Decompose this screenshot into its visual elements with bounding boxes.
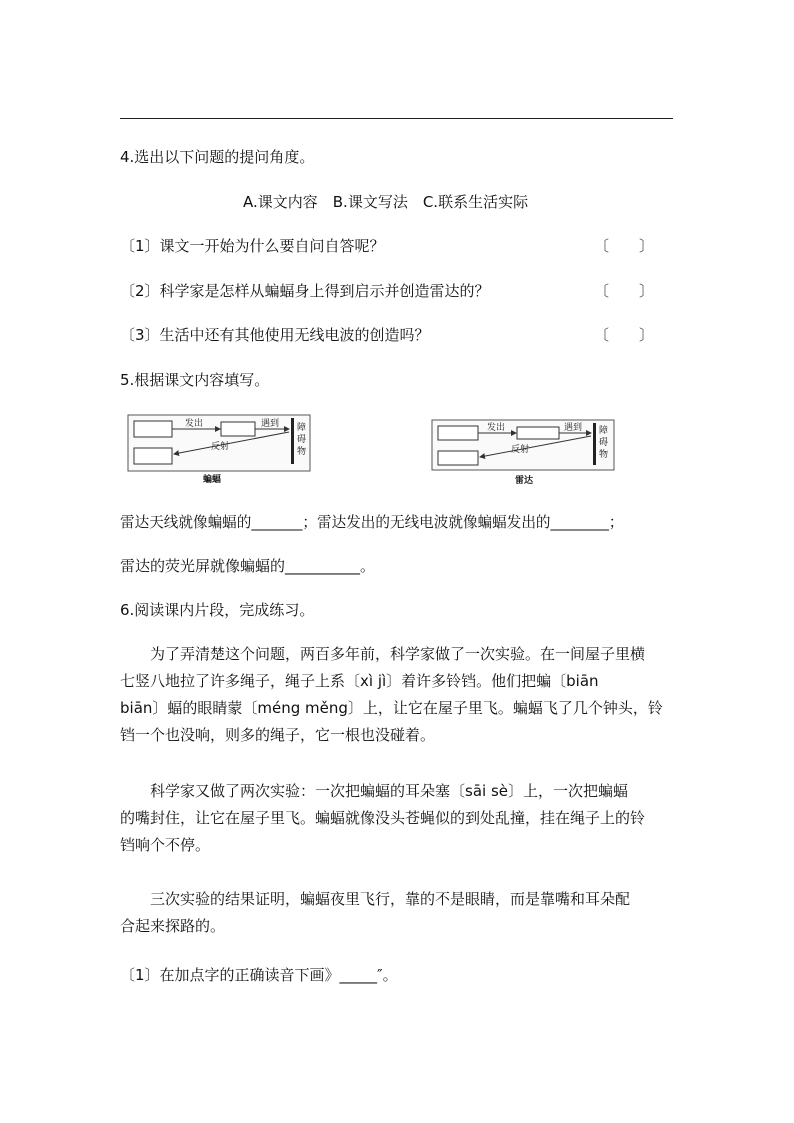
header-rule (120, 118, 673, 119)
bat-blank-box-3[interactable] (221, 422, 255, 436)
bat-reflect-label: 反射 (211, 442, 230, 452)
radar-blank-box-2[interactable] (438, 451, 478, 465)
radar-meet-label: 遇到 (564, 423, 583, 433)
radar-reflect-label: 反射 (511, 445, 530, 455)
q6-subquestion-1: 〔1〕在加点字的正确读音下画》_____″。 (120, 966, 398, 984)
q6-passage-paragraph-1 (120, 641, 676, 749)
passage-line: 科学家又做了两次实验：一次把蝙蝠的耳朵塞〔sāi sè〕上，一次把蝙蝠 (120, 782, 628, 800)
passage-line: 的嘴封住，让它在屋子里飞。蝙蝠就像没头苍蝇似的到处乱撞，挂在绳子上的铃 (120, 809, 646, 827)
q4-answer-bracket-1[interactable]: 〔 〕 (594, 237, 655, 255)
radar-caption: 雷达 (515, 476, 534, 486)
bat-obstacle-label: 障碍物 (297, 423, 307, 457)
radar-diagram (431, 419, 615, 485)
passage-line: 铛一个也没响，则多的绳子，它一根也没碰着。 (120, 726, 436, 744)
bat-blank-box-1[interactable] (134, 421, 172, 437)
radar-blank-box-3[interactable] (517, 427, 559, 439)
q4-item-3: 〔3〕生活中还有其他使用无线电波的创造吗？ (120, 326, 430, 344)
q4-options: A.课文内容 B.课文写法 C.联系生活实际 (243, 193, 529, 211)
radar-obstacle-label: 障碍物 (599, 426, 609, 460)
bat-blank-box-2[interactable] (134, 448, 172, 464)
q4-title: 4.选出以下问题的提问角度。 (120, 148, 315, 166)
q4-answer-bracket-2[interactable]: 〔 〕 (594, 282, 655, 300)
q6-passage-paragraph-2 (120, 778, 676, 859)
bat-send-label: 发出 (185, 419, 204, 429)
q4-answer-bracket-3[interactable]: 〔 〕 (594, 326, 655, 344)
q4-item-2: 〔2〕科学家是怎样从蝙蝠身上得到启示并创造雷达的？ (120, 282, 490, 300)
q5-fill-line-2[interactable]: 雷达的荧光屏就像蝙蝠的__________。 (120, 557, 376, 575)
q6-title: 6.阅读课内片段，完成练习。 (120, 601, 315, 619)
radar-obstacle-bar (593, 423, 596, 465)
q6-passage-paragraph-3 (120, 886, 676, 940)
bat-caption: 蝙蝠 (203, 475, 222, 485)
bat-diagram (127, 414, 311, 484)
passage-line: 七竖八地拉了许多绳子，绳子上系〔xì jì〕着许多铃铛。他们把蝙〔biān (120, 672, 599, 690)
bat-meet-label: 遇到 (261, 419, 280, 429)
passage-line: 合起来探路的。 (120, 917, 226, 935)
passage-line: 为了弄清楚这个问题，两百多年前，科学家做了一次实验。在一间屋子里横 (120, 645, 646, 663)
passage-line: 三次实验的结果证明，蝙蝠夜里飞行，靠的不是眼睛，而是靠嘴和耳朵配 (120, 890, 631, 908)
passage-line: biān〕蝠的眼睛蒙〔méng měng〕上，让它在屋子里飞。蝙蝠飞了几个钟头，铃 (120, 699, 663, 717)
radar-send-label: 发出 (487, 423, 506, 433)
passage-line: 铛响个不停。 (120, 836, 211, 854)
q4-item-1: 〔1〕课文一开始为什么要自问自答呢？ (120, 237, 385, 255)
radar-blank-box-1[interactable] (438, 426, 478, 440)
q5-fill-line-1[interactable]: 雷达天线就像蝙蝠的_______；雷达发出的无线电波就像蝙蝠发出的________； (120, 514, 624, 531)
q5-title: 5.根据课文内容填写。 (120, 371, 270, 389)
bat-obstacle-bar (291, 418, 294, 464)
